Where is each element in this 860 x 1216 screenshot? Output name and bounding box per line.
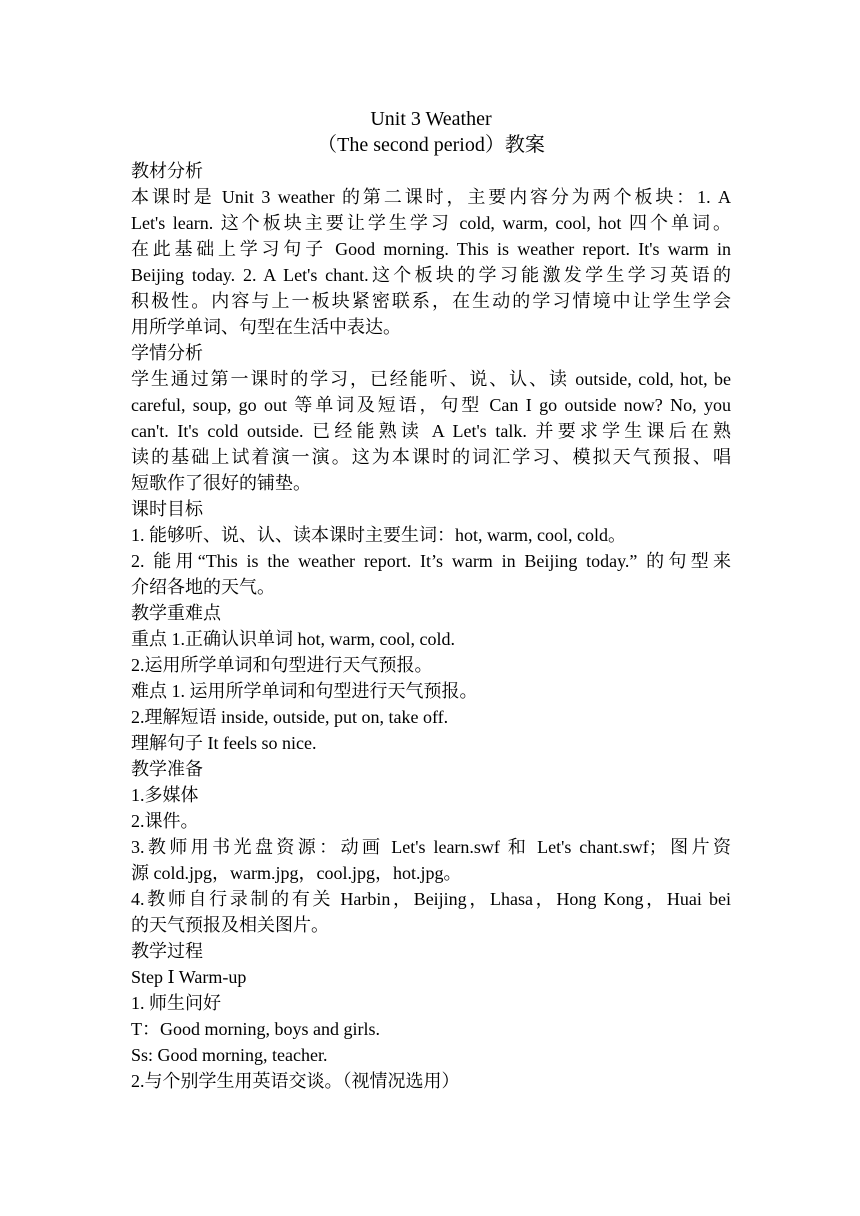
section-heading-student-analysis: 学情分析 bbox=[131, 343, 203, 363]
paragraph-line: 2.运用所学单词和句型进行天气预报。 bbox=[131, 655, 433, 675]
paragraph-line: 1.多媒体 bbox=[131, 785, 199, 805]
paragraph-line: 短歌作了很好的铺垫。 bbox=[131, 473, 311, 493]
paragraph-line: T：Good morning, boys and girls. bbox=[131, 1019, 380, 1039]
paragraph-line: 2. 能用“This is the weather report. It’s warm in Beijing today.” 的句型来 bbox=[131, 551, 731, 571]
paragraph-line: 源 cold.jpg，warm.jpg，cool.jpg，hot.jpg。 bbox=[131, 863, 462, 883]
paragraph-line: 2.课件。 bbox=[131, 811, 199, 831]
paragraph-line: 重点 1.正确认识单词 hot, warm, cool, cold. bbox=[131, 629, 455, 649]
paragraph-line: 学生通过第一课时的学习，已经能听、说、认、读 outside, cold, hot, be bbox=[131, 369, 731, 389]
paragraph-line: 理解句子 It feels so nice. bbox=[131, 733, 317, 753]
paragraph-line: 1. 能够听、说、认、读本课时主要生词：hot, warm, cool, cold。 bbox=[131, 525, 626, 545]
paragraph-line: 读的基础上试着演一演。这为本课时的词汇学习、模拟天气预报、唱 bbox=[131, 447, 731, 467]
section-heading-textbook-analysis: 教材分析 bbox=[131, 161, 203, 181]
paragraph-line: 积极性。内容与上一板块紧密联系，在生动的学习情境中让学生学会 bbox=[131, 291, 731, 311]
paragraph-line: 本课时是 Unit 3 weather 的第二课时，主要内容分为两个板块：1. A bbox=[131, 187, 731, 207]
section-heading-process: 教学过程 bbox=[131, 941, 203, 961]
document-title: Unit 3 Weather bbox=[370, 108, 492, 130]
section-heading-objectives: 课时目标 bbox=[131, 499, 203, 519]
paragraph-line: 用所学单词、句型在生活中表达。 bbox=[131, 317, 401, 337]
paragraph-line: 介绍各地的天气。 bbox=[131, 577, 275, 597]
paragraph-line: 2.理解短语 inside, outside, put on, take off. bbox=[131, 707, 449, 727]
document-subtitle: （The second period）教案 bbox=[317, 134, 545, 156]
section-heading-key-points: 教学重难点 bbox=[131, 603, 221, 623]
paragraph-line: Ss: Good morning, teacher. bbox=[131, 1045, 328, 1065]
paragraph-line: 1. 师生问好 bbox=[131, 993, 221, 1013]
section-heading-preparation: 教学准备 bbox=[131, 759, 203, 779]
paragraph-line: can't. It's cold outside. 已经能熟读 A Let's talk. 并要求学生课后在熟 bbox=[131, 421, 731, 441]
paragraph-line: Step Ⅰ Warm-up bbox=[131, 967, 247, 987]
paragraph-line: 4.教师自行录制的有关 Harbin，Beijing，Lhasa，Hong Kong，Huai bei bbox=[131, 889, 731, 909]
paragraph-line: 3.教师用书光盘资源：动画 Let's learn.swf 和 Let's chant.swf；图片资 bbox=[131, 837, 731, 857]
paragraph-line: careful, soup, go out 等单词及短语，句型 Can I go outside now? No, you bbox=[131, 395, 731, 415]
paragraph-line: 难点 1. 运用所学单词和句型进行天气预报。 bbox=[131, 681, 478, 701]
paragraph-line: 的天气预报及相关图片。 bbox=[131, 915, 329, 935]
paragraph-line: Let's learn. 这个板块主要让学生学习 cold, warm, cool, hot 四个单词。 bbox=[131, 213, 731, 233]
paragraph-line: 2.与个别学生用英语交谈。（视情况选用） bbox=[131, 1071, 460, 1091]
paragraph-line: Beijing today. 2. A Let's chant.这个板块的学习能激发学生学习英语的 bbox=[131, 265, 731, 285]
document-page bbox=[131, 106, 731, 1094]
paragraph-line: 在此基础上学习句子 Good morning. This is weather report. It's warm in bbox=[131, 239, 731, 259]
